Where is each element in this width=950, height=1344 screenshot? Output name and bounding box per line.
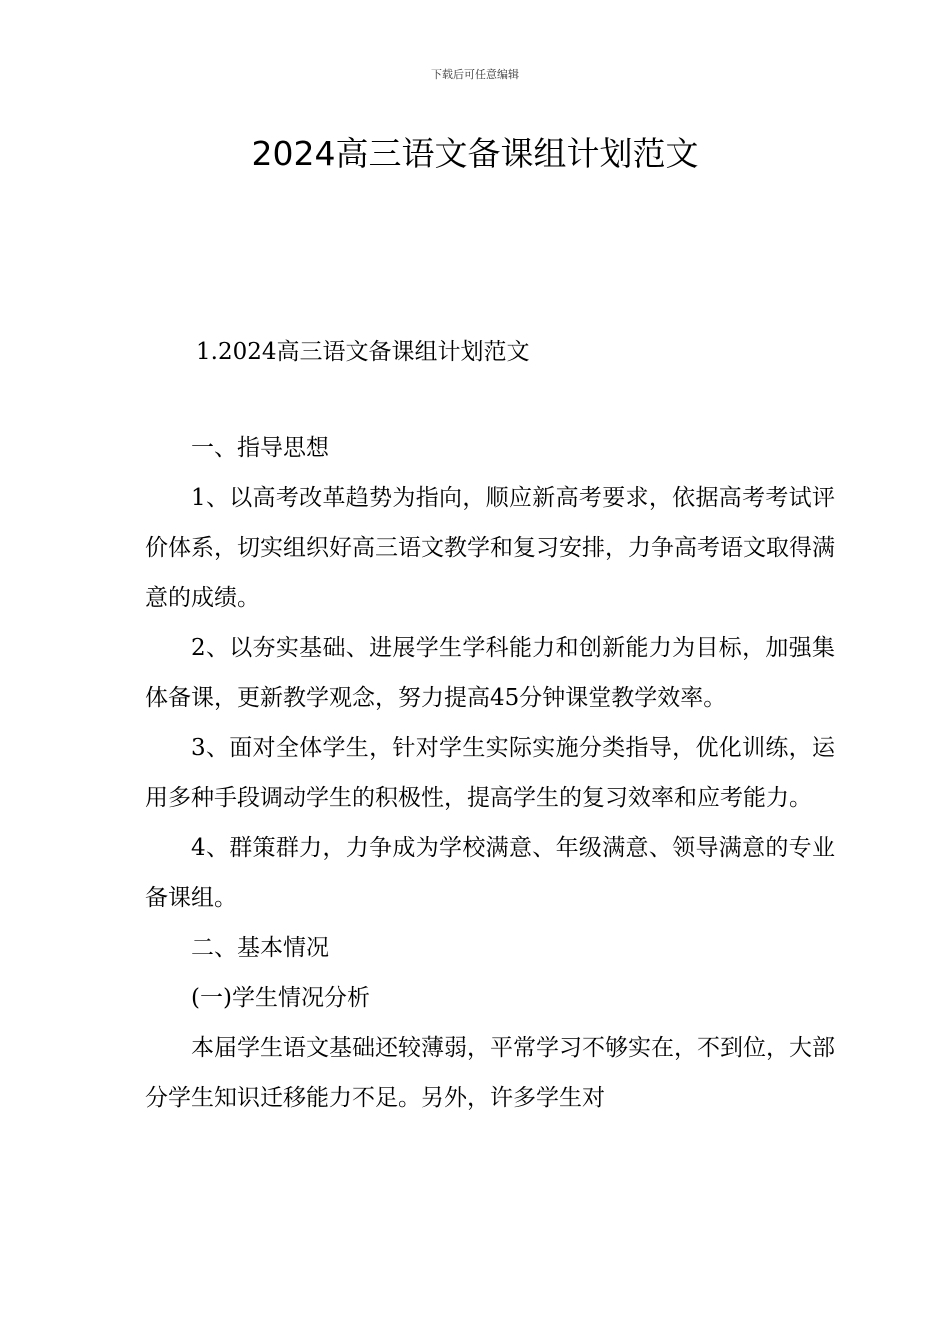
header-note: 下载后可任意编辑 <box>431 68 519 81</box>
paragraph-item-4: 4、群策群力，力争成为学校满意、年级满意、领导满意的专业备课组。 <box>145 835 835 911</box>
paragraph-item-3: 3、面对全体学生，针对学生实际实施分类指导，优化训练，运用多种手段调动学生的积极性，提高学生的复习效率和应考能力。 <box>145 735 835 811</box>
heading-basic-situation: 二、基本情况 <box>191 935 329 961</box>
paragraph-item-2: 2、以夯实基础、进展学生学科能力和创新能力为目标，加强集体备课，更新教学观念，努力提高45分钟课堂教学效率。 <box>145 635 835 711</box>
paragraph-student-analysis: 本届学生语文基础还较薄弱，平常学习不够实在，不到位，大部分学生知识迁移能力不足。另外，许多学生对 <box>145 1035 835 1111</box>
subheading-student-analysis: (一)学生情况分析 <box>191 985 370 1011</box>
document-title: 2024高三语文备课组计划范文 <box>251 134 699 173</box>
paragraph-item-1: 1、以高考改革趋势为指向，顺应新高考要求，依据高考考试评价体系，切实组织好高三语文教学和复习安排，力争高考语文取得满意的成绩。 <box>145 485 835 611</box>
section-title: 1.2024高三语文备课组计划范文 <box>196 339 530 365</box>
heading-guiding-ideology: 一、指导思想 <box>191 435 329 461</box>
document-body <box>145 423 835 1123</box>
